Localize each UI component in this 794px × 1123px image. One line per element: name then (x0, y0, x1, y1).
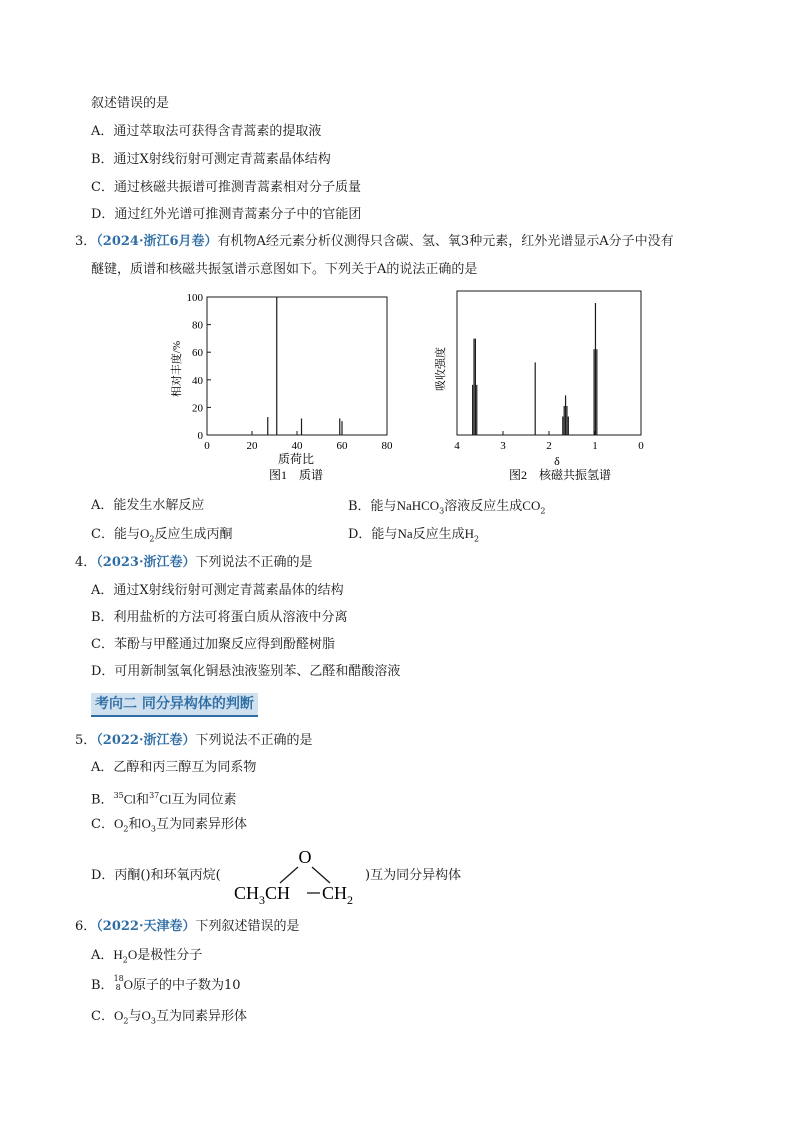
option-c: C．能与$O_2$反应生成丙酮 (91, 526, 233, 544)
question-3-line2: 醚键，质谱和核磁共振氢谱示意图如下。下列关于A的说法正确的是 (91, 262, 478, 277)
option-d: D．可用新制氢氧化铜悬浊液鉴别苯、乙醛和醋酸溶液 (91, 664, 401, 679)
option-b: B．$^{35}$Cl和$^{37}$Cl互为同位素 (91, 791, 237, 808)
question-4: 4．（2023·浙江卷）下列说法不正确的是 (75, 555, 313, 570)
option-d-post: )互为同分异构体 (365, 868, 462, 883)
option-d-pre: D．丙酮()和环氧丙烷( (91, 868, 221, 883)
y-tick-label: 40 (192, 374, 203, 387)
x-tick-label: 80 (381, 440, 393, 452)
question-source: （2022·浙江卷） (96, 733, 196, 748)
question-6: 6．（2022·天津卷）下列叙述错误的是 (75, 919, 300, 934)
mass-spectrum-chart (165, 287, 405, 487)
option-d: D．能与Na反应生成$H_2$ (348, 526, 480, 544)
x-tick-label: 3 (500, 440, 506, 452)
question-source: （2023·浙江卷） (96, 555, 196, 570)
svg-text:CH2: $CH_2$ (322, 883, 354, 907)
chart2-frame (457, 291, 641, 435)
question-stem-tail: 叙述错误的是 (91, 96, 170, 111)
question-3 (75, 234, 674, 250)
question-text: 有机物A经元素分析仪测得只含碳、氢、氧3种元素，红外光谱显示A分子中没有 (217, 234, 674, 249)
option-c: C．苯酚与甲醛通过加聚反应得到酚醛树脂 (91, 637, 335, 652)
svg-text:CH3CH: $CH_3CH$ (234, 883, 291, 907)
option-c: C．$O_2$与$O_3$互为同素异形体 (91, 1008, 247, 1026)
option-b: B． 18 8 O原子的中子数为10 (91, 974, 241, 993)
question-5: 5．（2022·浙江卷）下列说法不正确的是 (75, 733, 313, 748)
x-tick-label: 0 (638, 440, 644, 452)
option-a: A．通过萃取法可获得含青蒿素的提取液 (91, 124, 322, 139)
section-heading: 考向二 同分异构体的判断 (91, 693, 258, 717)
nmr-spectrum-chart (425, 287, 655, 487)
option-a: A．$H_2O$是极性分子 (91, 947, 203, 965)
question-number: 3． (75, 234, 97, 249)
chart2-ylabel: 吸收强度 (435, 347, 447, 391)
struct-oxygen: O (298, 847, 312, 867)
option-b: B．通过X射线衍射可测定青蒿素晶体结构 (91, 152, 331, 167)
x-tick-label: 40 (291, 440, 303, 452)
y-tick-label: 0 (197, 430, 203, 442)
x-tick-label: 0 (204, 440, 210, 452)
option-d: D．通过红外光谱可推测青蒿素分子中的官能团 (91, 207, 362, 222)
x-tick-label: 20 (246, 440, 258, 452)
x-tick-label: 1 (592, 440, 598, 452)
propylene-oxide-structure (232, 845, 366, 907)
x-tick-label: 60 (336, 440, 348, 452)
option-c: C．$O_2$和$O_3$互为同素异形体 (91, 816, 247, 834)
chart1-ylabel: 相对丰度/% (171, 340, 183, 398)
y-tick-label: 20 (192, 402, 203, 415)
chart1-title: 图1 质谱 (268, 468, 324, 482)
chart1-frame (207, 297, 387, 435)
question-source: （2022·天津卷） (96, 919, 196, 934)
option-a: A．通过X射线衍射可测定青蒿素晶体的结构 (91, 583, 344, 598)
option-b: B．能与NaHCO$_3$溶液反应生成$CO_2$ (348, 498, 546, 516)
x-tick-label: 2 (546, 440, 552, 452)
chart1-xlabel: 质荷比 (277, 452, 315, 466)
chart2-title: 图2 核磁共振氢谱 (508, 468, 612, 482)
y-tick-label: 60 (192, 347, 203, 360)
option-c: C．通过核磁共振谱可推测青蒿素相对分子质量 (91, 180, 361, 195)
question-source: （2024·浙江6月卷） (96, 234, 218, 249)
x-tick-label: 4 (454, 440, 460, 452)
option-b: B．利用盐析的方法可将蛋白质从溶液中分离 (91, 610, 348, 625)
y-tick-label: 100 (186, 292, 203, 304)
option-a: A．能发生水解反应 (91, 498, 205, 513)
option-a: A．乙醇和丙三醇互为同系物 (91, 760, 257, 775)
y-tick-label: 80 (192, 319, 203, 332)
chart2-xlabel: δ (554, 454, 560, 468)
